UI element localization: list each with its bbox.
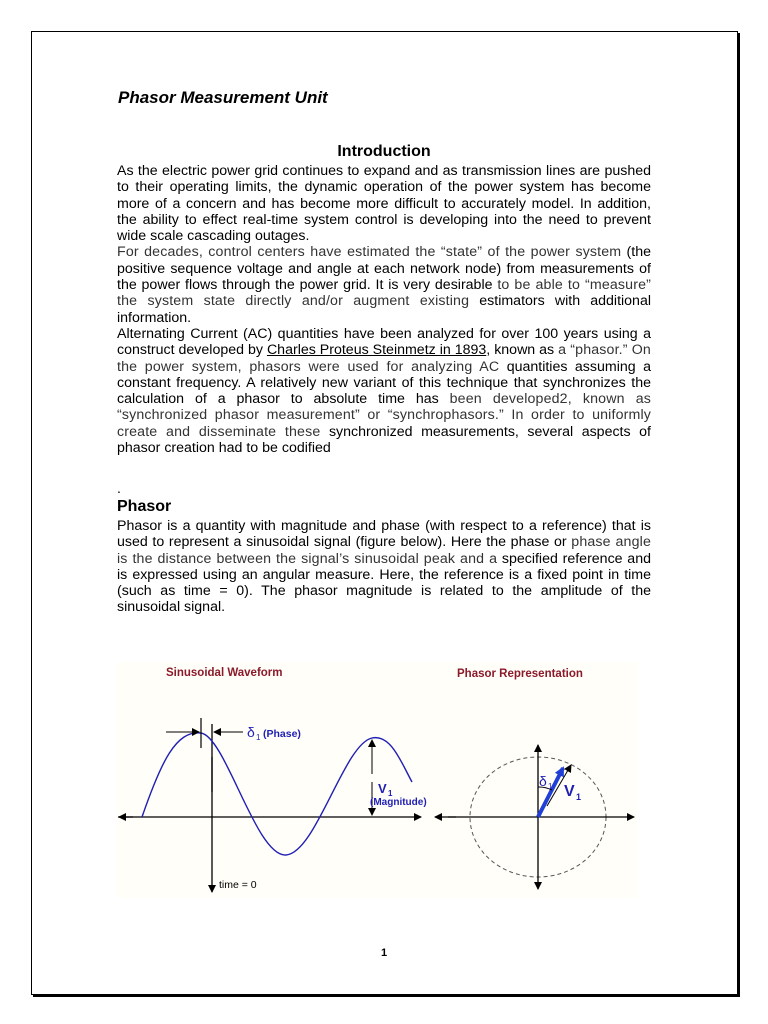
steinmetz-link[interactable]: Charles Proteus Steinmetz in 1893 — [266, 342, 487, 359]
magnitude-label: (Magnitude) — [370, 797, 427, 808]
phase-label: (Phase) — [263, 728, 301, 740]
magnitude-v-symbol: V — [378, 781, 387, 796]
introduction-paragraph-3-part-e: been developed2, known as “synchronized phasor measurement” or “synchrophasors.” In order to uniformly create and disseminate these — [117, 391, 651, 440]
magnitude-v-subscript: 1 — [388, 789, 393, 798]
document-title: Phasor Measurement Unit — [118, 88, 328, 107]
phasor-delta-subscript: 1 — [548, 782, 553, 791]
introduction-paragraph-2-part-a: For decades, control centers have estimated the “state” of the power system — [117, 244, 622, 261]
phasor-heading: Phasor — [117, 498, 172, 515]
introduction-paragraph-3-part-a: Alternating Current (AC) quantities have been analyzed for over 100 years using a construct developed by — [117, 325, 651, 359]
introduction-paragraph-2-part-b: (the positive sequence voltage and angle at each network node) from measurements of the power flows through the power grid. It is very desirable — [117, 244, 651, 294]
sinusoidal-waveform-title: Sinusoidal Waveform — [166, 667, 283, 679]
introduction-heading: Introduction — [337, 143, 431, 160]
phasor-representation-title: Phasor Representation — [457, 668, 583, 680]
page-number: 1 — [380, 947, 388, 959]
phasor-figure-svg — [116, 662, 637, 898]
phasor-figure — [116, 662, 637, 898]
introduction-paragraph-1: As the electric power grid continues to expand and as transmission lines are pushed to their operating limits, the dynamic operation of the power system has become more of a concern and has become more difficult to accurately model. In addition, the ability to effect real-time system control is developing into the need to prevent wide scale cascading outages. — [117, 163, 651, 245]
introduction-paragraph-3-part-b: , known as — [486, 342, 555, 359]
time-zero-label: time = 0 — [219, 879, 257, 891]
phasor-body — [117, 518, 651, 616]
phasor-paragraph-part-b: phase angle is the distance between the signal’s sinusoidal peak and a — [117, 534, 651, 567]
introduction-paragraph-2 — [117, 244, 651, 325]
introduction-paragraph-2-part-c: to be able to “measure” the system state directly and/or augment existing — [117, 277, 651, 310]
phasor-v-symbol: V — [564, 783, 575, 800]
phase-delta-subscript: 1 — [256, 733, 261, 742]
phasor-paragraph-part-a: Phasor is a quantity with magnitude and phase (with respect to a reference) that is used to represent a sinusoidal signal (figure below). Here the phase or — [117, 518, 651, 551]
phase-delta-symbol: δ — [247, 724, 255, 740]
introduction-paragraph-3-part-d: quantities assuming a constant frequency. A relatively new variant of this technique that synchronizes the calculation of a phasor to absolute time has — [117, 358, 651, 408]
introduction-paragraph-3-part-c: a “phasor.” On the power system, phasors were used for analyzing AC — [117, 342, 651, 375]
introduction-paragraph-2-part-d: estimators with additional information. — [117, 293, 651, 326]
phasor-paragraph — [117, 518, 651, 616]
phasor-delta-symbol: δ — [539, 773, 547, 789]
trailing-dot: . — [117, 480, 121, 496]
introduction-paragraph-3-part-f: synchronized measurements, several aspects of phasor creation had to be codified — [117, 423, 651, 457]
phasor-paragraph-part-c: specified reference and is expressed using an angular measure. Here, the reference is a fixed point in time (such as time = 0). The phasor magnitude is related to the amplitude of the sinusoidal signal. — [117, 550, 651, 616]
introduction-paragraph-3 — [117, 326, 651, 456]
phasor-v-subscript: 1 — [576, 792, 582, 802]
introduction-body — [117, 163, 651, 456]
